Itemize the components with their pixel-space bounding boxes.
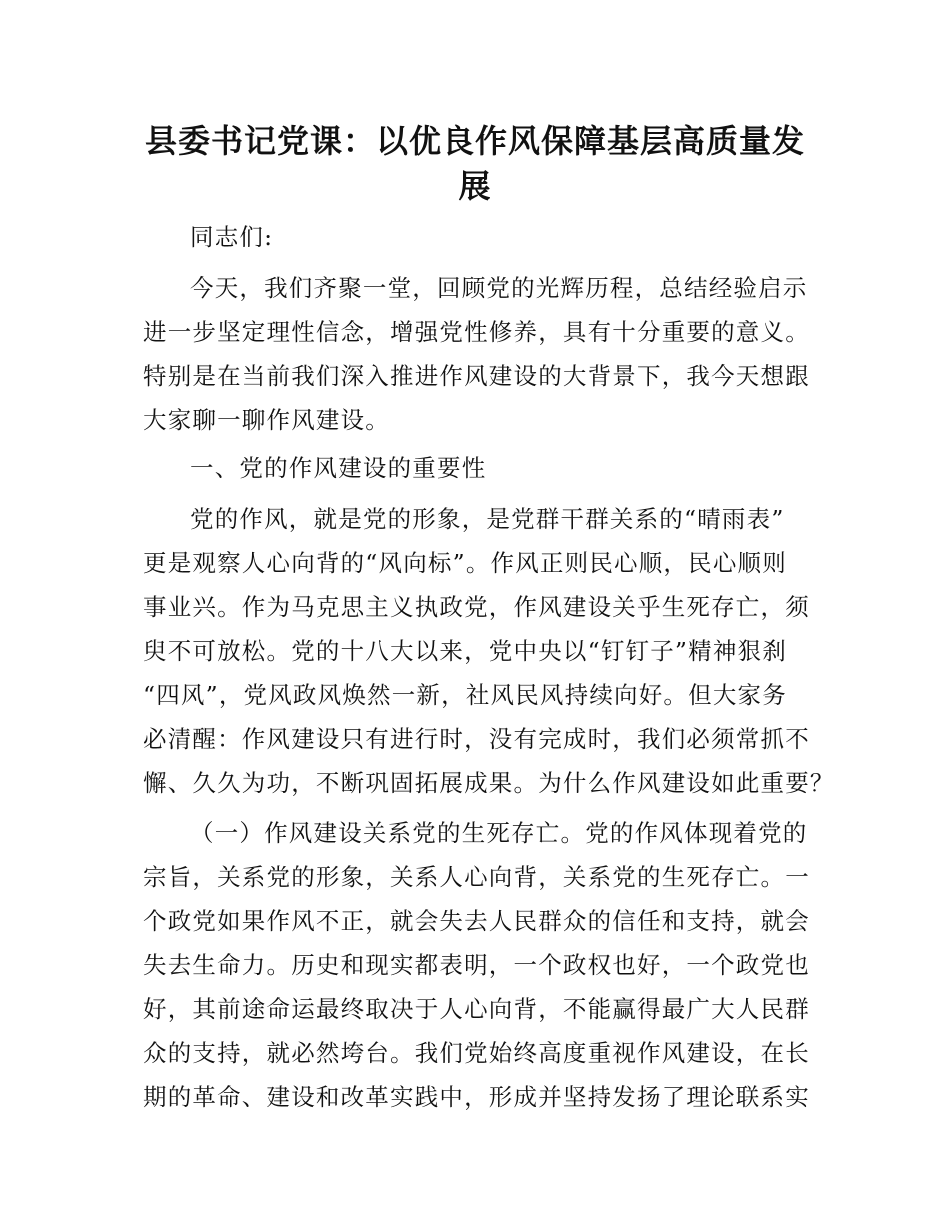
subsection-paragraph-line: 失去生命力。历史和现实都表明，一个政权也好，一个政党也 (143, 951, 810, 979)
document-title-line-2: 展 (458, 167, 492, 205)
subsection-paragraph-line: 宗旨，关系党的形象，关系人心向背，关系党的生死存亡。一 (143, 863, 810, 891)
paragraph-line: 臾不可放松。党的十八大以来，党中央以“钉钉子”精神狠刹 (143, 637, 787, 665)
paragraph-line: 党的作风，就是党的形象，是党群干群关系的“晴雨表” (190, 505, 785, 533)
document-title-line-1: 县委书记党课：以优良作风保障基层高质量发 (144, 122, 805, 160)
paragraph-line: 更是观察人心向背的“风向标”。作风正则民心顺，民心顺则 (143, 549, 787, 577)
paragraph-line: 懈、久久为功，不断巩固拓展成果。为什么作风建设如此重要？ (143, 769, 835, 797)
intro-paragraph-line: 今天，我们齐聚一堂，回顾党的光辉历程，总结经验启示 (190, 274, 808, 302)
intro-paragraph-line: 特别是在当前我们深入推进作风建设的大背景下，我今天想跟 (143, 362, 810, 390)
paragraph-line: “四风”，党风政风焕然一新，社风民风持续向好。但大家务 (143, 681, 787, 709)
subsection-paragraph-line: （一）作风建设关系党的生死存亡。党的作风体现着党的 (190, 819, 808, 847)
intro-paragraph-line: 进一步坚定理性信念，增强党性修养，具有十分重要的意义。 (143, 318, 810, 346)
salutation-line: 同志们: (190, 223, 274, 251)
subsection-paragraph-line: 期的革命、建设和改革实践中，形成并坚持发扬了理论联系实 (143, 1083, 810, 1111)
paragraph-line: 必清醒：作风建设只有进行时，没有完成时，我们必须常抓不 (143, 725, 810, 753)
subsection-paragraph-line: 众的支持，就必然垮台。我们党始终高度重视作风建设，在长 (143, 1039, 810, 1067)
paragraph-line: 事业兴。作为马克思主义执政党，作风建设关乎生死存亡，须 (143, 593, 810, 621)
subsection-paragraph-line: 好，其前途命运最终取决于人心向背，不能赢得最广大人民群 (143, 995, 810, 1023)
intro-paragraph-line: 大家聊一聊作风建设。 (143, 406, 390, 434)
section-heading-line: 一、党的作风建设的重要性 (190, 454, 487, 482)
subsection-paragraph-line: 个政党如果作风不正，就会失去人民群众的信任和支持，就会 (143, 907, 810, 935)
